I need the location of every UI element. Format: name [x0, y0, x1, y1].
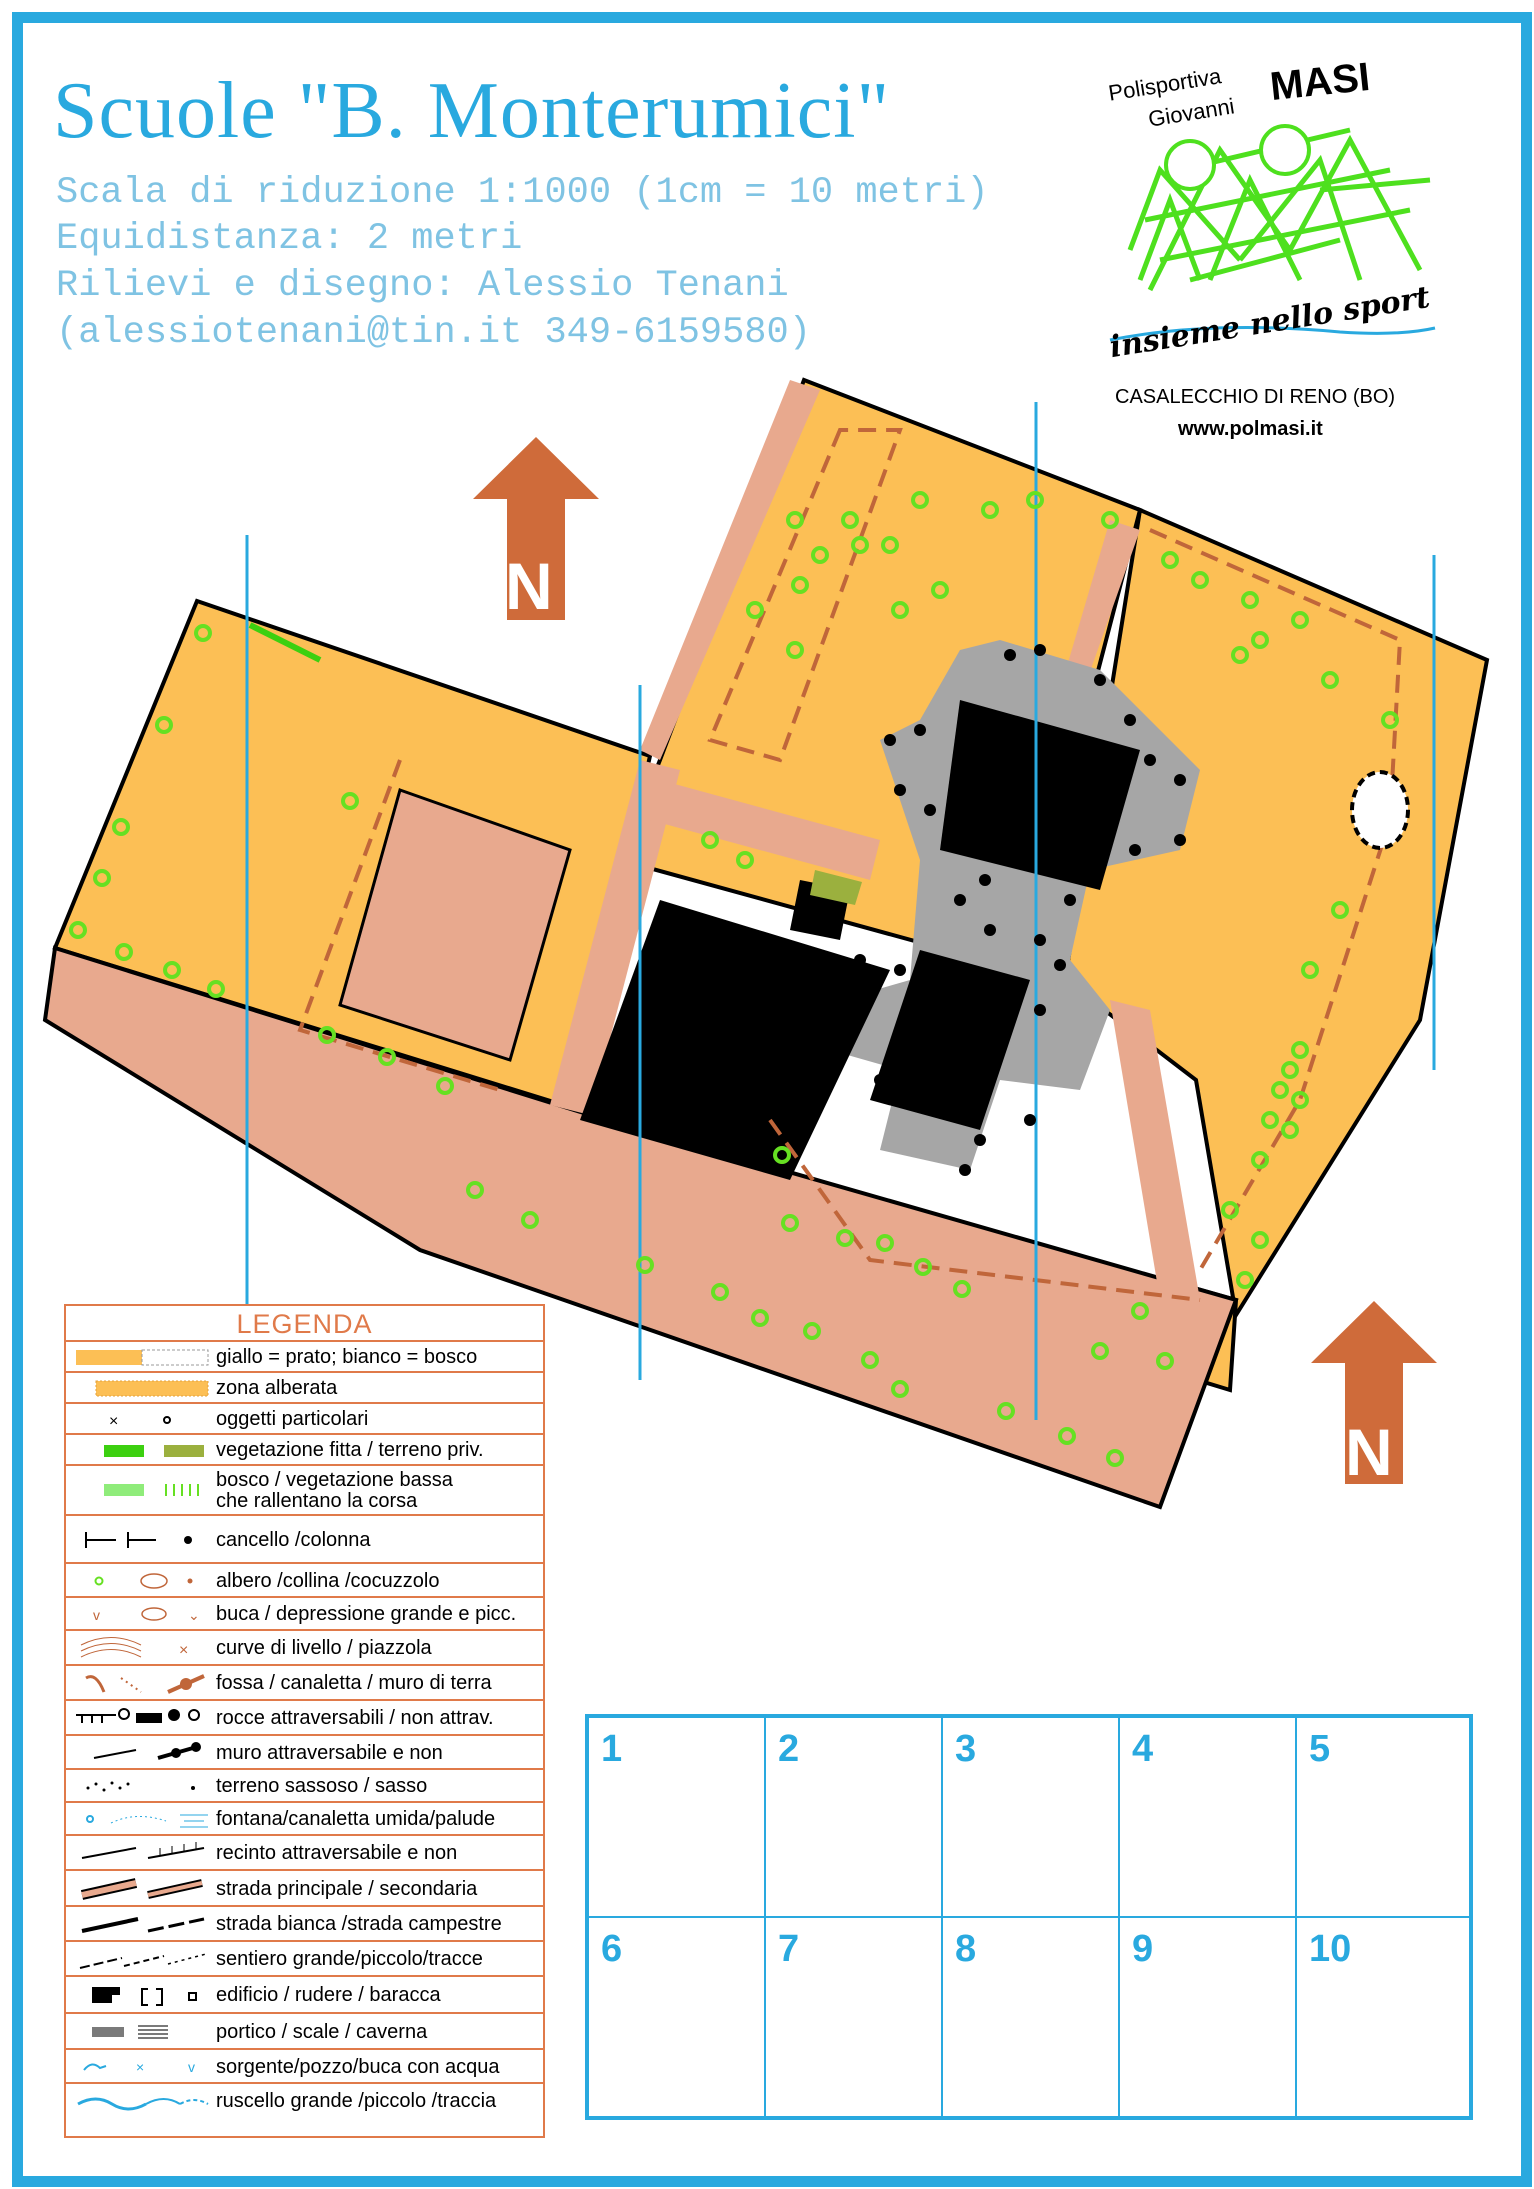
path-symbol: [76, 1942, 211, 1975]
control-box-6[interactable]: [589, 1918, 766, 2116]
logo-city: CASALECCHIO DI RENO (BO): [1115, 386, 1396, 408]
svg-text:×: ×: [136, 2059, 145, 2075]
legend-label: rocce attraversabili / non attrav.: [216, 1707, 494, 1729]
legend-label: albero /collina /cocuzzolo: [216, 1570, 440, 1592]
control-number: 9: [1132, 1928, 1154, 1970]
stream-symbol: [76, 2084, 211, 2134]
control-card-grid: [585, 1714, 1473, 2120]
legend-row-fountain: [66, 1801, 543, 1834]
legend-row-gate: [66, 1514, 543, 1562]
map-title: Scuole "B. Monterumici": [53, 67, 891, 155]
legend-label: oggetti particolari: [216, 1408, 369, 1430]
ditch-symbol: [76, 1666, 211, 1699]
hill-symbol: [1352, 772, 1408, 848]
legend-row-fence: [66, 1834, 543, 1869]
legend-row-building: [66, 1975, 543, 2012]
legend-label: bosco / vegetazione bassa: [216, 1469, 453, 1491]
stony-ground-symbol: [76, 1770, 211, 1801]
control-box-4[interactable]: [1120, 1718, 1297, 1918]
legend-row-tree: [66, 1562, 543, 1596]
meadow-forest-swatch: [76, 1342, 211, 1371]
legend-label: sorgente/pozzo/buca con acqua: [216, 2056, 500, 2078]
tree-hill-symbol: [76, 1564, 211, 1596]
school-building-center: [870, 950, 1030, 1130]
control-box-10[interactable]: [1297, 1918, 1469, 2116]
legend-row-hole: [66, 1596, 543, 1629]
legend-row-spring: [66, 2048, 543, 2082]
gate-column-symbol: [76, 1516, 211, 1562]
legend-label: muro attraversabile e non: [216, 1742, 443, 1764]
legend-label: ruscello grande /piccolo /traccia: [216, 2090, 497, 2112]
author-text: Rilievi e disegno: Alessio Tenani: [56, 265, 789, 307]
fountain-symbol: [76, 1803, 211, 1834]
legend-label: portico / scale / caverna: [216, 2021, 428, 2043]
svg-text:×: ×: [109, 1413, 119, 1430]
legend-label: terreno sassoso / sasso: [216, 1775, 428, 1797]
contour-interval-text: Equidistanza: 2 metri: [56, 218, 523, 260]
dense-vegetation-swatch: [76, 1435, 211, 1464]
scale-text: Scala di riduzione 1:1000 (1cm = 10 metri): [56, 172, 989, 214]
legend-label: recinto attraversabile e non: [216, 1842, 458, 1864]
contact-text: (alessiotenani@tin.it 349-6159580): [56, 312, 811, 354]
legend-label: strada bianca /strada campestre: [216, 1913, 502, 1935]
legend-label: curve di livello / piazzola: [216, 1637, 432, 1659]
contour-platform-symbol: [76, 1631, 211, 1664]
logo-line2: Giovanni: [1146, 93, 1237, 132]
svg-text:⌄: ⌄: [188, 1607, 200, 1623]
legend-row-dense: [66, 1433, 543, 1464]
track-symbol: [76, 1907, 211, 1940]
building-symbol: [76, 1977, 211, 2012]
legend-row-wall: [66, 1734, 543, 1768]
control-number: 2: [778, 1728, 800, 1770]
legend-label: fossa / canaletta / muro di terra: [216, 1672, 492, 1694]
control-number: 1: [601, 1728, 623, 1770]
legend-title: LEGENDA: [236, 1309, 373, 1339]
logo-line1: Polisportiva: [1106, 63, 1223, 106]
legend-row-contour: [66, 1629, 543, 1664]
portico-symbol: [76, 2014, 211, 2048]
special-objects-symbol: [76, 1404, 211, 1433]
legend-label: zona alberata: [216, 1377, 338, 1399]
legend-label: sentiero grande/piccolo/tracce: [216, 1948, 483, 1970]
legend-label: strada principale / secondaria: [216, 1878, 478, 1900]
spring-well-symbol: [76, 2050, 211, 2082]
legend-row-forest: [66, 1464, 543, 1514]
legend-row-wooded: [66, 1371, 543, 1402]
svg-text:×: ×: [179, 1642, 189, 1659]
control-number: 3: [955, 1728, 977, 1770]
road-symbol: [76, 1871, 211, 1905]
north-letter-top: N: [505, 549, 553, 623]
legend-row-ditch: [66, 1664, 543, 1699]
legend-label-line2: che rallentano la corsa: [216, 1490, 418, 1512]
control-box-2[interactable]: [766, 1718, 943, 1918]
control-box-1[interactable]: [589, 1718, 766, 1918]
legend-row-stony: [66, 1768, 543, 1801]
legend-label: giallo = prato; bianco = bosco: [216, 1346, 478, 1368]
control-number: 8: [955, 1928, 977, 1970]
forest-low-vegetation-swatch: [76, 1466, 211, 1514]
control-number: 10: [1309, 1928, 1352, 1970]
legend-label: vegetazione fitta / terreno priv.: [216, 1439, 484, 1461]
legend-label: cancello /colonna: [216, 1529, 371, 1551]
wall-symbol: [76, 1736, 211, 1768]
logo-website: www.polmasi.it: [1178, 418, 1323, 440]
control-box-8[interactable]: [943, 1918, 1120, 2116]
svg-text:v: v: [93, 1607, 100, 1623]
legend-label: fontana/canaletta umida/palude: [216, 1808, 496, 1830]
legend-row-portico: [66, 2012, 543, 2048]
legend-label: edificio / rudere / baracca: [216, 1984, 441, 2006]
logo-slogan: insieme nello sport: [1107, 279, 1433, 366]
legend-label: buca / depressione grande e picc.: [216, 1603, 517, 1625]
legend-row-rocks: [66, 1699, 543, 1734]
control-box-9[interactable]: [1120, 1918, 1297, 2116]
legend-row-track: [66, 1905, 543, 1940]
control-box-3[interactable]: [943, 1718, 1120, 1918]
svg-text:v: v: [188, 2059, 195, 2075]
control-number: 4: [1132, 1728, 1154, 1770]
control-number: 7: [778, 1928, 800, 1970]
logo-brand: MASI: [1267, 54, 1372, 110]
wooded-area-swatch: [76, 1373, 211, 1402]
control-number: 5: [1309, 1728, 1331, 1770]
east-meadow: [1065, 510, 1487, 1315]
legend-row-stream: [66, 2082, 543, 2134]
control-box-5[interactable]: [1297, 1718, 1469, 1918]
hole-depression-symbol: [76, 1598, 211, 1629]
rocks-symbol: [76, 1701, 211, 1734]
north-letter-bottom: N: [1345, 1415, 1393, 1489]
legend-row-objects: [66, 1402, 543, 1433]
fence-symbol: [76, 1836, 211, 1869]
map-legend: [64, 1304, 545, 2138]
control-box-7[interactable]: [766, 1918, 943, 2116]
legend-row-road: [66, 1869, 543, 1905]
control-number: 6: [601, 1928, 623, 1970]
legend-row-meadow: [66, 1340, 543, 1371]
legend-row-path: [66, 1940, 543, 1975]
